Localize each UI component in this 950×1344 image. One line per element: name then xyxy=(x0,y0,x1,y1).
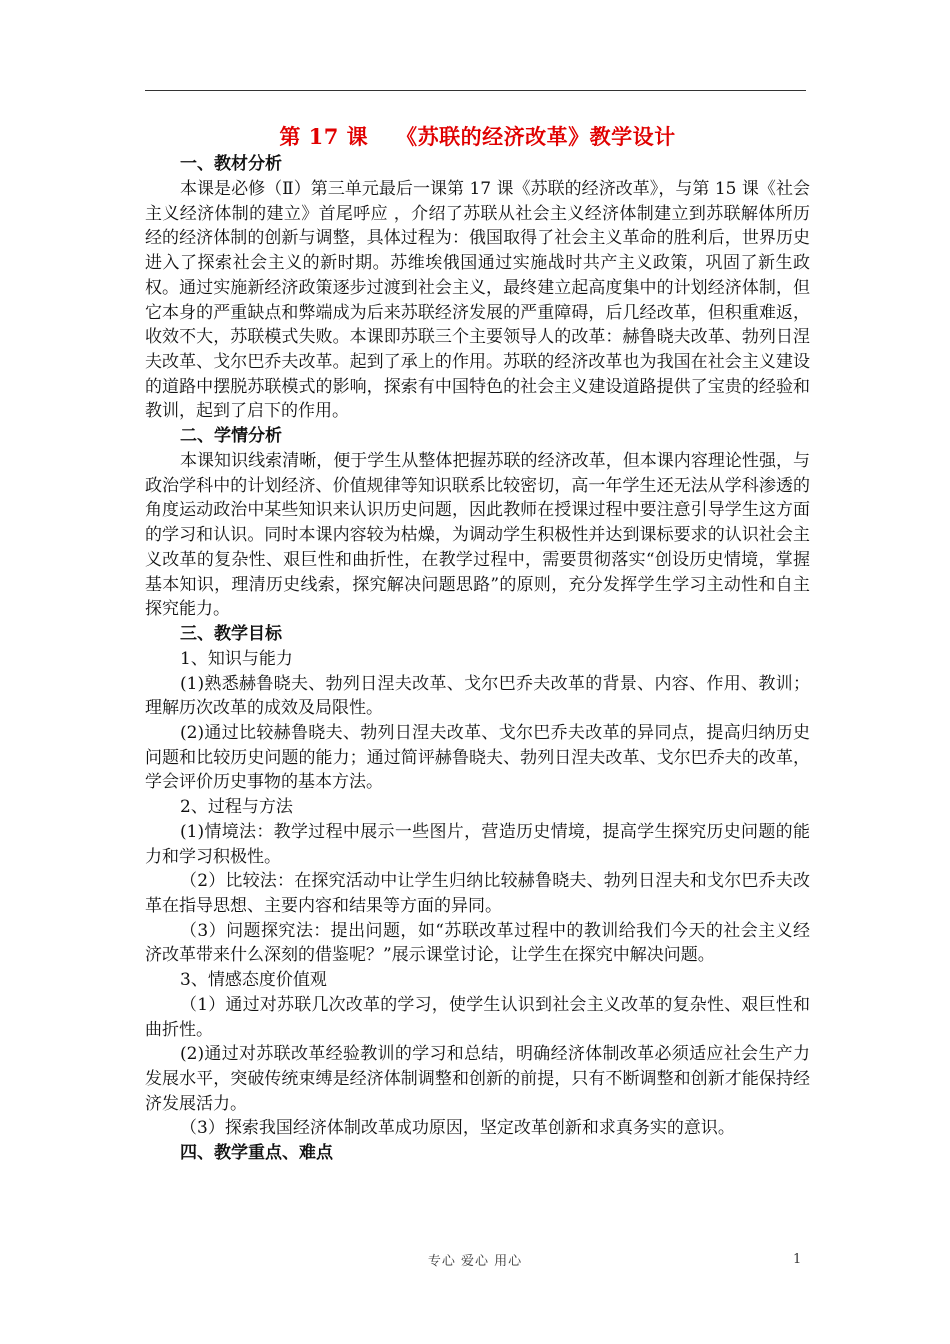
title-lesson: 第 17 课 xyxy=(279,124,369,149)
document-title xyxy=(145,122,810,152)
knowledge-item-1: (1)熟悉赫鲁晓夫、勃列日涅夫改革、戈尔巴乔夫改革的背景、内容、作用、教训；理解历次改革的成效及局限性。 xyxy=(145,673,810,719)
section-heading-1: 一、教材分析 xyxy=(180,154,282,174)
page-number: 1 xyxy=(793,1252,802,1267)
section-heading-4: 四、教学重点、难点 xyxy=(180,1143,333,1164)
process-item-3: （3）问题探究法：提出问题，如“苏联改革过程中的教训给我们今天的社会主义经济改革带来什么深刻的借鉴呢？”展示课堂讨论，让学生在探究中解决问题。 xyxy=(145,920,810,966)
subheading-process: 2、过程与方法 xyxy=(180,797,293,818)
values-item-3: （3）探索我国经济体制改革成功原因，坚定改革创新和求真务实的意识。 xyxy=(180,1118,735,1139)
document-body xyxy=(145,122,810,1166)
footer-motto: 专心 爱心 用心 xyxy=(427,1254,523,1269)
subheading-values: 3、情感态度价值观 xyxy=(180,970,327,991)
section-heading-2: 二、学情分析 xyxy=(180,426,282,447)
section-2-paragraph: 本课知识线索清晰，便于学生从整体把握苏联的经济改革，但本课内容理论性强，与政治学科中的计划经济、价值规律等知识联系比较密切，高一年学生还无法从学科渗透的角度运动政治中某些知识来认识历史问题，因此教师在授课过程中要注意引导学生这方面的学习和认识。同时本课内容较为枯燥，为调动学生积极性并达到课标要求的认识社会主义改革的复杂性、艰巨性和曲折性，在教学过程中，需要贯彻落实“创设历史情境，掌握基本知识，理清历史线索，探究解决问题思路”的原则，充分发挥学生学习主动性和自主探究能力。 xyxy=(145,451,810,620)
title-name: 《苏联的经济改革》教学设计 xyxy=(396,124,676,149)
values-item-1: （1）通过对苏联几次改革的学习，使学生认识到社会主义改革的复杂性、艰巨性和曲折性。 xyxy=(145,994,810,1040)
section-heading-3: 三、教学目标 xyxy=(180,623,282,644)
process-item-2: （2）比较法：在探究活动中让学生归纳比较赫鲁晓夫、勃列日涅夫和戈尔巴乔夫改革在指导思想、主要内容和结果等方面的异同。 xyxy=(145,871,810,916)
section-1-paragraph: 本课是必修（Ⅱ）第三单元最后一课第 17 课《苏联的经济改革》，与第 15 课《社会主义经济体制的建立》首尾呼应 ，介绍了苏联从社会主义经济体制建立到苏联解体所历经的经济体制的创新与调整，具体过程为：俄国取得了社会主义革命的胜利后，世界历史进入了探索社会主义的新时期。苏维埃俄国通过实施战时共产主义政策，巩固了新生政权。通过实施新经济政策逐步过渡到社会主义，最终建立起高度集中的计划经济体制，但它本身的严重缺点和弊端成为后来苏联经济发展的严重障碍，后几经改革，但积重难返，收效不大，苏联模式失败。本课即苏联三个主要领导人的改革：赫鲁晓夫改革、勃列日涅夫改革、戈尔巴乔夫改革。起到了承上的作用。苏联的经济改革也为我国在社会主义建设的道路中摆脱苏联模式的影响，探索有中国特色的社会主义建设道路提供了宝贵的经验和教训，起到了启下的作用。 xyxy=(145,179,810,422)
header-rule xyxy=(145,90,806,91)
values-item-2: (2)通过对苏联改革经验教训的学习和总结，明确经济体制改革必须适应社会生产力发展水平，突破传统束缚是经济体制调整和创新的前提，只有不断调整和创新才能保持经济发展活力。 xyxy=(145,1044,810,1114)
process-item-1: (1)情境法：教学过程中展示一些图片，营造历史情境，提高学生探究历史问题的能力和学习积极性。 xyxy=(145,821,810,867)
knowledge-item-2: (2)通过比较赫鲁晓夫、勃列日涅夫改革、戈尔巴乔夫改革的异同点，提高归纳历史问题和比较历史问题的能力；通过简评赫鲁晓夫、勃列日涅夫改革、戈尔巴乔夫的改革，学会评价历史事物的基本方法。 xyxy=(145,723,810,793)
subheading-knowledge: 1、知识与能力 xyxy=(180,648,293,669)
